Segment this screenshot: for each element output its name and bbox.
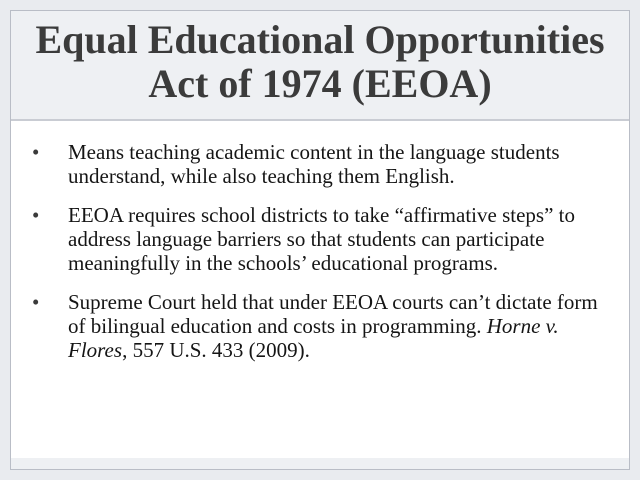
bullet-item-2 [30, 203, 600, 275]
bullet-item-3 [30, 290, 600, 362]
bottom-band [11, 458, 629, 469]
citation-reporter: , 557 U.S. 433 (2009). [122, 338, 310, 362]
bullet-text: EEOA requires school districts to take “affirmative steps” to address language barriers so that students can participate meaningfully in the schools’ educational programs. [68, 203, 575, 275]
case-citation: Horne v. Flores [68, 314, 559, 362]
slide-title [11, 18, 629, 106]
title-line-2: Act of 1974 (EEOA) [148, 61, 492, 106]
bullet-list [30, 140, 600, 377]
bullet-icon: • [32, 140, 40, 164]
bullet-text: Means teaching academic content in the language students understand, while also teaching them English. [68, 140, 560, 188]
bullet-text: Supreme Court held that under EEOA courts can’t dictate form of bilingual education and costs in programming. [68, 290, 598, 338]
bullet-item-1 [30, 140, 600, 188]
title-line-1: Equal Educational Opportunities [35, 17, 605, 62]
bullet-icon: • [32, 290, 40, 314]
bullet-icon: • [32, 203, 40, 227]
title-divider [11, 119, 629, 121]
